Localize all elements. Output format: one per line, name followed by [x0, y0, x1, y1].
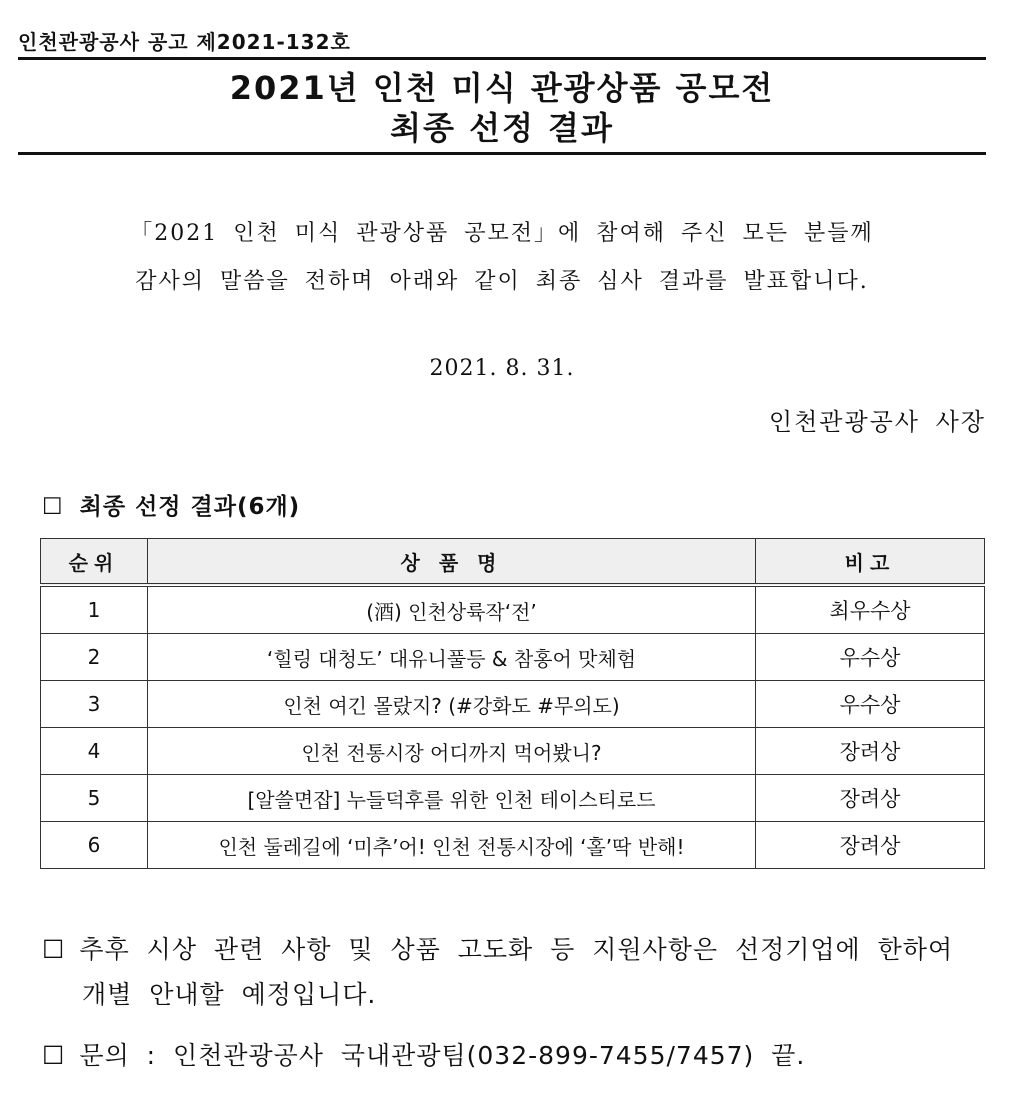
header-rank: 순위 — [41, 539, 148, 586]
table-row — [41, 634, 985, 681]
product-cell: 인천 둘레길에 ‘미추’어! 인천 전통시장에 ‘홀’딱 반해! — [148, 822, 756, 869]
rank-cell: 1 — [41, 585, 148, 634]
followup-note-line2: 개별 안내할 예정입니다. — [82, 980, 377, 1009]
table-header-row — [41, 539, 985, 586]
contact-text: 문의 : 인천관광공사 국내관광팀(032-899-7455/7457) 끝. — [79, 1041, 806, 1070]
document-title-line2: 최종 선정 결과 — [390, 109, 614, 147]
rank-cell: 6 — [41, 822, 148, 869]
table-row — [41, 728, 985, 775]
product-cell: (酒) 인천상륙작‘전’ — [148, 585, 756, 634]
results-table — [40, 538, 985, 869]
issuer-signature: 인천관광공사 사장 — [768, 408, 986, 436]
title-bottom-rule — [18, 152, 986, 155]
rank-cell: 4 — [41, 728, 148, 775]
table-row — [41, 681, 985, 728]
product-cell: 인천 전통시장 어디까지 먹어봤니? — [148, 728, 756, 775]
rank-cell: 3 — [41, 681, 148, 728]
header-note: 비고 — [756, 539, 985, 586]
checkbox-square-icon: ☐ — [42, 494, 64, 520]
section-title: 최종 선정 결과(6개) — [79, 494, 301, 520]
intro-line2: 감사의 말씀을 전하며 아래와 같이 최종 심사 결과를 발표합니다. — [135, 269, 869, 294]
announcement-date: 2021. 8. 31. — [429, 356, 575, 381]
product-cell: [알쓸면잡] 누들덕후를 위한 인천 테이스티로드 — [148, 775, 756, 822]
award-cell: 장려상 — [756, 728, 985, 775]
table-row — [41, 822, 985, 869]
award-cell: 우수상 — [756, 681, 985, 728]
award-cell: 우수상 — [756, 634, 985, 681]
notice-number: 인천관광공사 공고 제2021-132호 — [18, 30, 351, 54]
rank-cell: 5 — [41, 775, 148, 822]
checkbox-square-icon: ☐ — [42, 1041, 66, 1070]
award-cell: 장려상 — [756, 775, 985, 822]
title-top-rule — [18, 57, 986, 60]
checkbox-square-icon: ☐ — [42, 935, 66, 964]
product-cell: 인천 여긴 몰랐지? (#강화도 #무의도) — [148, 681, 756, 728]
award-cell: 최우수상 — [756, 585, 985, 634]
award-cell: 장려상 — [756, 822, 985, 869]
followup-note — [42, 930, 953, 966]
contact-note — [42, 1036, 805, 1072]
header-product: 상 품 명 — [148, 539, 756, 586]
rank-cell: 2 — [41, 634, 148, 681]
section-results-heading — [42, 488, 300, 521]
followup-note-line1: 추후 시상 관련 사항 및 상품 고도화 등 지원사항은 선정기업에 한하여 — [79, 935, 954, 964]
product-cell: ‘힐링 대청도’ 대유니풀등 & 참홍어 맛체험 — [148, 634, 756, 681]
document-title-line1: 2021년 인천 미식 관광상품 공모전 — [229, 69, 775, 107]
table-row — [41, 775, 985, 822]
table-row — [41, 585, 985, 634]
intro-line1: 「2021 인천 미식 관광상품 공모전」에 참여해 주신 모든 분들께 — [130, 221, 874, 246]
